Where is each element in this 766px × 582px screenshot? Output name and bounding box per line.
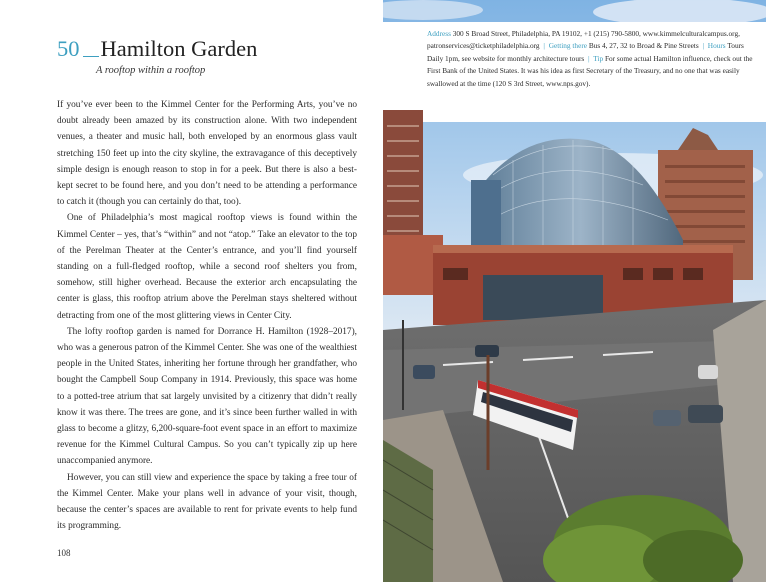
entry-number: 50	[57, 36, 80, 61]
right-page	[383, 0, 766, 582]
address-text: 300 S Broad Street, Philadelphia, PA 19102, +1 (215) 790-5800, www.kimmelculturalcampus.org, patronservices@ticketphiladelphia.org	[427, 29, 740, 51]
body-paragraph: If you’ve ever been to the Kimmel Center for the Performing Arts, you’ve no doubt already been amazed by its construction alone. With two independent venues, a theater and music hall, both enveloped by an enormous glass vault stretching 150 feet up into the city skyline, the extravagance of this deceptively simple design is enough reason to stop in for a peek. But there is also a best-kept secret to be found here, and you don’t need to be attending a performance to catch it (though you can certainly do that, too).	[57, 100, 357, 208]
tip-label: Tip	[593, 53, 604, 63]
separator: |	[588, 53, 590, 63]
car	[698, 365, 718, 379]
title-rule	[83, 56, 99, 58]
body-text	[57, 97, 357, 534]
entry-subtitle: A rooftop within a rooftop	[96, 65, 206, 76]
facade-band	[433, 245, 733, 253]
body-paragraph: However, you can still view and experience the space by taking a free tour of the Kimmel Center. Make your plans well in advance of your visit, though, because the center’s spaces are available to rent for private events to help fund its programming.	[57, 472, 357, 532]
car	[413, 365, 435, 379]
getting-there-text: Bus 4, 27, 32 to Broad & Pine Streets	[588, 41, 699, 51]
body-paragraph: The lofty rooftop garden is named for Dorrance H. Hamilton (1928–2017), who was a generous patron of the Kimmel Center. She was one of the wealthiest people in the United States, inheriting her fortune through her grandfather, who bought the Campbell Soup Company in 1914. Previously, this space was home to a potted-tree atrium that sat largely unvisited by a citizenry that didn’t really know it was there. The trees are gone, and it’s since been further walled in with glass to become a glitzy, 6,200-square-foot event space in an effort to maximize revenue for the Kimmel Cultural Campus. So you can’t typically zip up here unaccompanied anymore.	[57, 326, 357, 467]
body-paragraph: One of Philadelphia’s most magical rooftop views is found within the Kimmel Center – yes, that’s “within” and not “atop.” Take an elevator to the top of the Perelman Theater at the Center’s entrance, and you’ll find yourself standing on a full-fledged rooftop, while a second roof shelters you from, somehow, still higher overhead. Because the exterior arch encapsulating the center is glass, this rooftop atrium above the Perelman stays sheltered without detracting from one of the most glittering views in Center City.	[57, 213, 357, 321]
page-number: 108	[57, 548, 71, 558]
address-label: Address	[427, 29, 451, 38]
info-box	[427, 28, 757, 90]
entry-title-text: Hamilton Garden	[100, 36, 258, 61]
hours-label: Hours	[707, 41, 726, 51]
tip-text: For some actual Hamilton influence, check out the First Bank of the United States. It was his idea as first Secretary of the Treasury, and no one that was easily swallowed at the time (120 S 3rd Street, www.nps.gov).	[427, 53, 753, 88]
entrance-glass	[483, 275, 603, 320]
separator: |	[702, 41, 704, 51]
separator: |	[543, 41, 545, 51]
entry-title	[57, 38, 257, 61]
hours-text: Tours Daily 1pm, see website for monthly architecture tours	[427, 41, 744, 63]
car	[653, 410, 681, 426]
getting-there-label: Getting there	[548, 41, 587, 51]
car	[688, 405, 723, 423]
